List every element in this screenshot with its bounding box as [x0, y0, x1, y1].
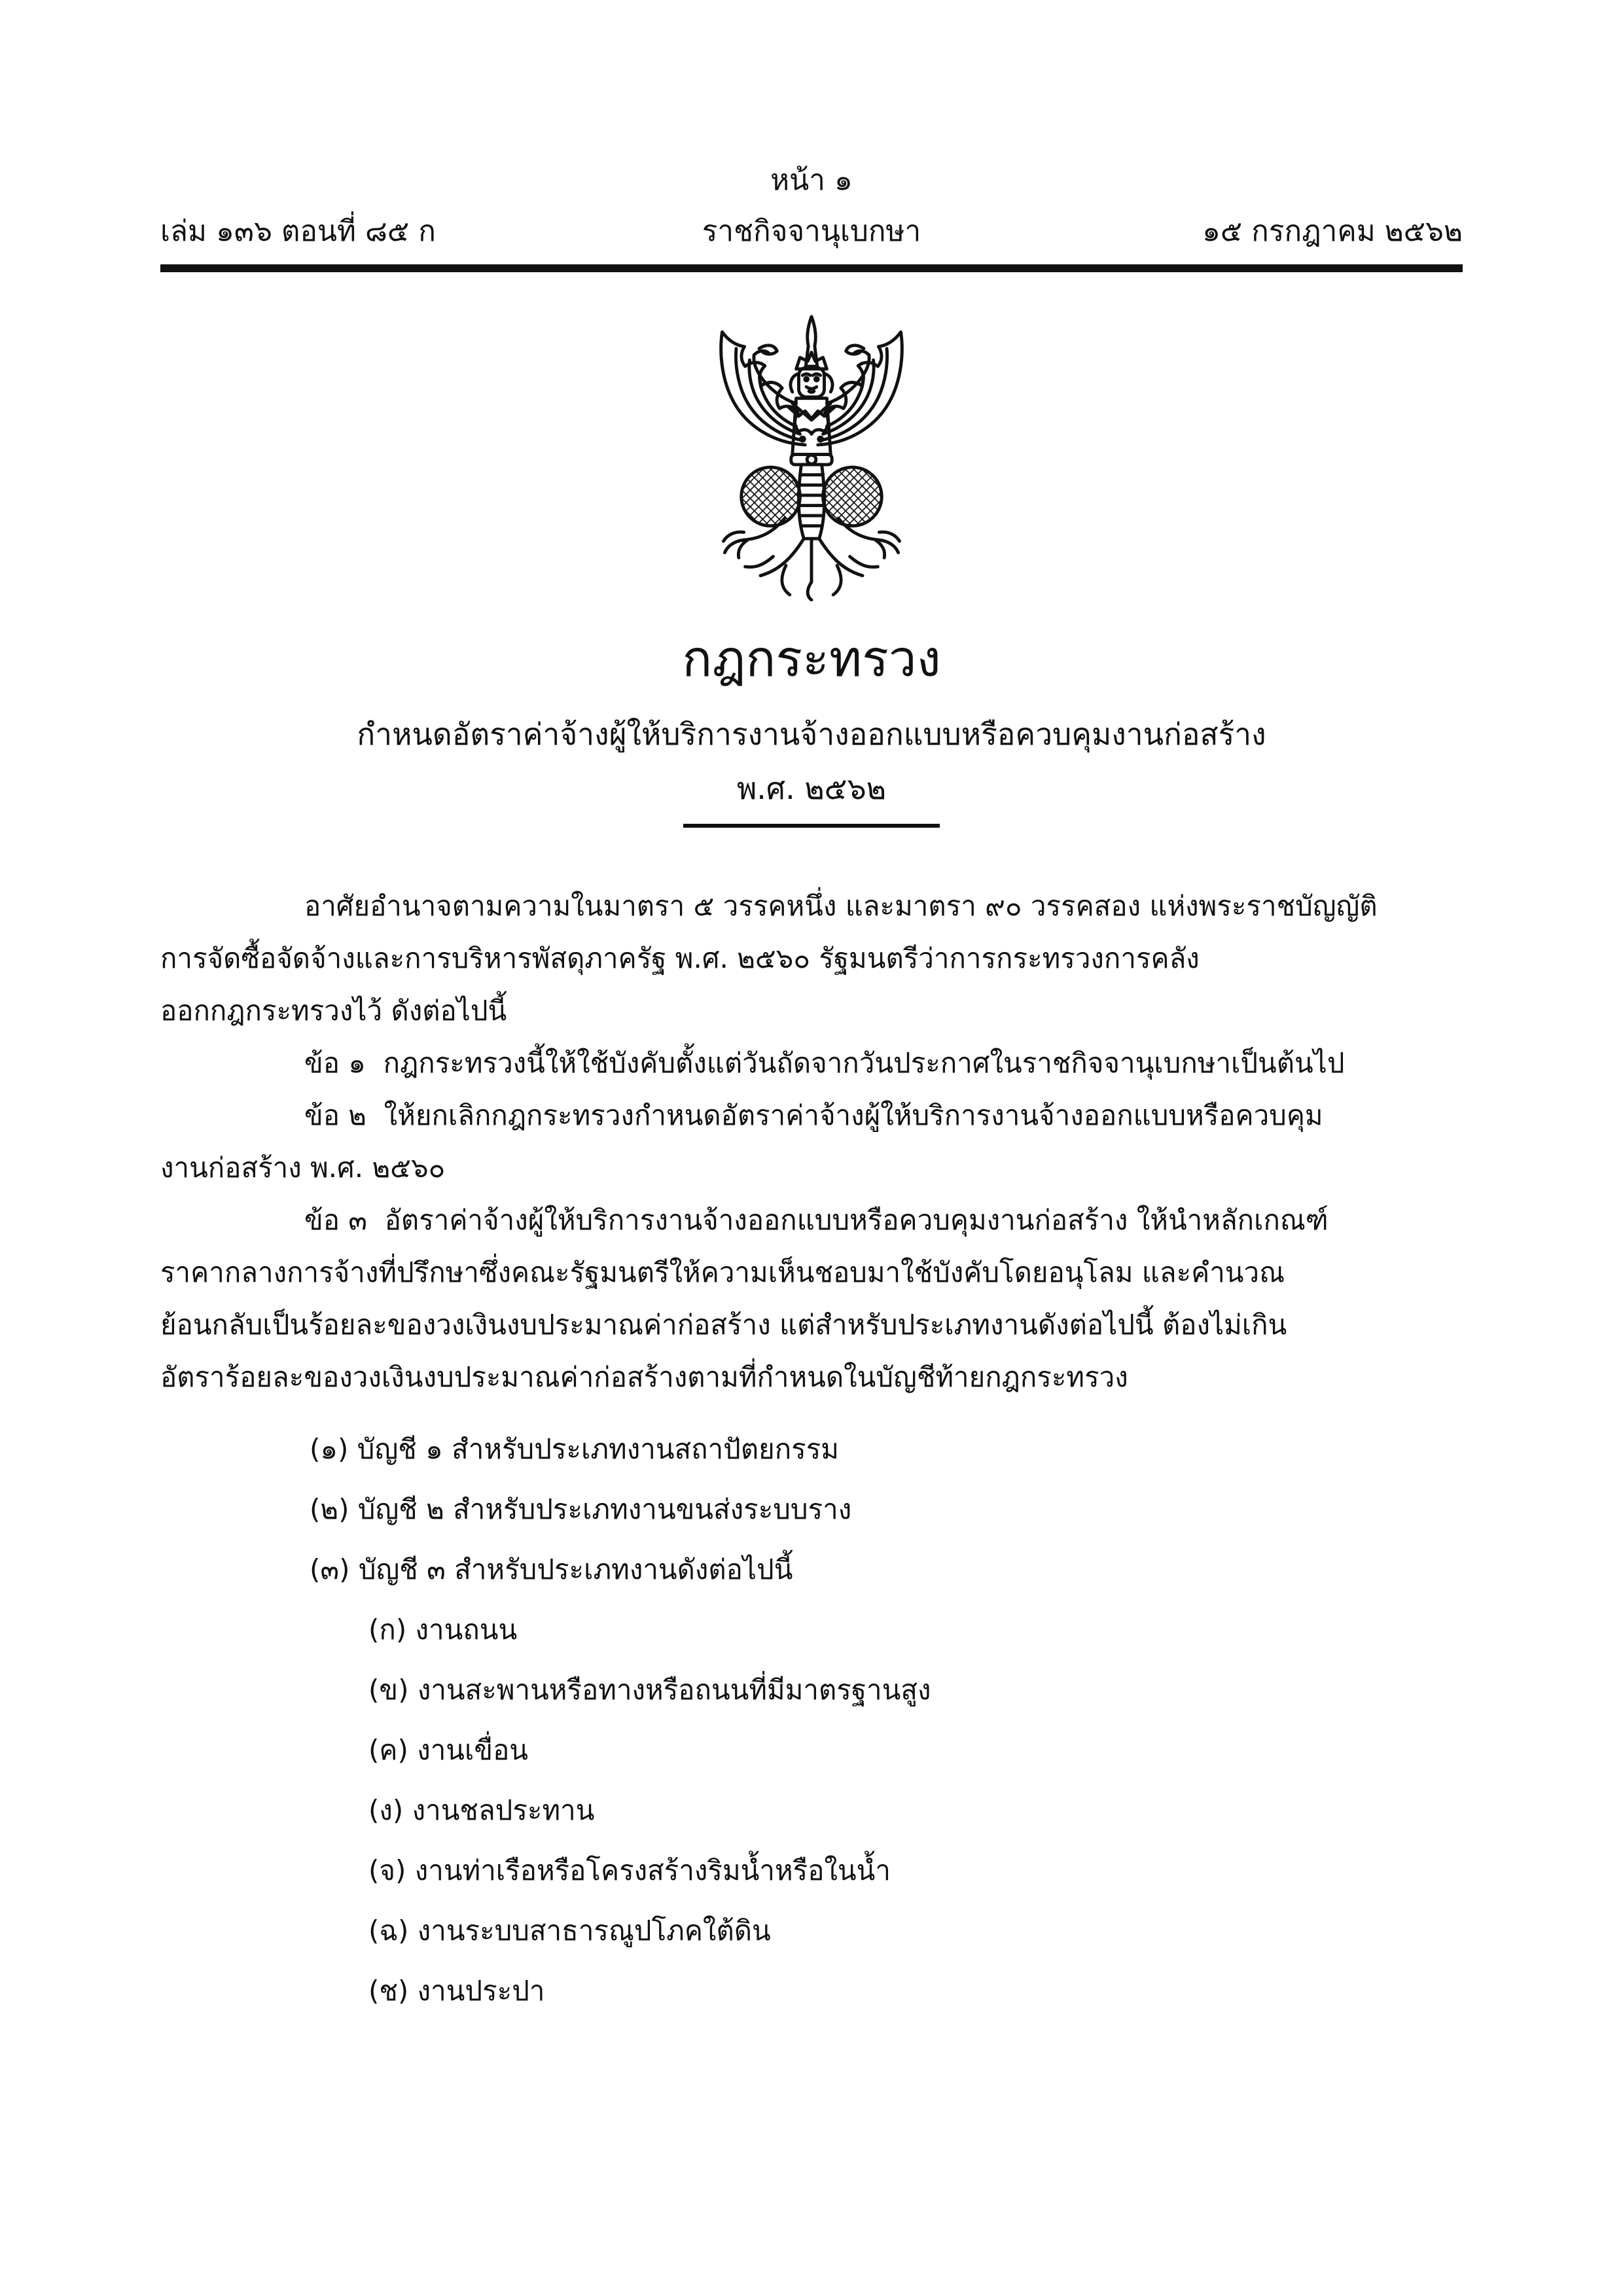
- header-rule: [160, 264, 1463, 272]
- list-item: (ช) งานประปา: [368, 1975, 545, 2007]
- body-line: การจัดซื้อจัดจ้างและการบริหารพัสดุภาครัฐ พ.ศ. ๒๕๖๐ รัฐมนตรีว่าการกระทรวงการคลัง: [160, 942, 1200, 974]
- body-line: อัตราร้อยละของวงเงินงบประมาณค่าก่อสร้างตามที่กำหนดในบัญชีท้ายกฎกระทรวง: [160, 1361, 1128, 1393]
- body-line: ข้อ ๒ ให้ยกเลิกกฎกระทรวงกำหนดอัตราค่าจ้างผู้ให้บริการงานจ้างออกแบบหรือควบคุม: [304, 1099, 1323, 1131]
- body-line: ย้อนกลับเป็นร้อยละของวงเงินงบประมาณค่าก่อสร้าง แต่สำหรับประเภทงานดังต่อไปนี้ ต้องไม่เกิน: [160, 1309, 1287, 1341]
- title-divider: [683, 824, 940, 828]
- list-item: (๓) บัญชี ๓ สำหรับประเภทงานดังต่อไปนี้: [310, 1553, 793, 1585]
- list-item: (ก) งานถนน: [368, 1614, 518, 1646]
- body-line: ราคากลางการจ้างที่ปรึกษาซึ่งคณะรัฐมนตรีให้ความเห็นชอบมาใช้บังคับโดยอนุโลม และคำนวณ: [160, 1256, 1285, 1288]
- list-item: (ค) งานเขื่อน: [368, 1734, 529, 1766]
- garuda-emblem: [684, 308, 939, 601]
- list-item: (๑) บัญชี ๑ สำหรับประเภทงานสถาปัตยกรรม: [310, 1433, 839, 1465]
- body-line: ข้อ ๓ อัตราค่าจ้างผู้ให้บริการงานจ้างออกแบบหรือควบคุมงานก่อสร้าง ให้นำหลักเกณฑ์: [304, 1204, 1329, 1236]
- body-line: ข้อ ๑ กฎกระทรวงนี้ให้ใช้บังคับตั้งแต่วันถัดจากวันประกาศในราชกิจจานุเบกษาเป็นต้นไป: [304, 1047, 1345, 1079]
- regulation-title: กฎกระทรวง: [682, 629, 941, 688]
- list-item: (ข) งานสะพานหรือทางหรือถนนที่มีมาตรฐานสูง: [368, 1674, 931, 1706]
- page-header: [160, 215, 1463, 249]
- issue-date: ๑๕ กรกฎาคม ๒๕๖๒: [1202, 215, 1463, 248]
- document-body: [160, 880, 1463, 2017]
- emblem-area: [160, 308, 1463, 604]
- list-item: (๒) บัญชี ๒ สำหรับประเภทงานขนส่งระบบราง: [310, 1493, 852, 1525]
- gazette-title: ราชกิจจานุเบกษา: [702, 215, 921, 248]
- body-line: อาศัยอำนาจตามความในมาตรา ๕ วรรคหนึ่ง และมาตรา ๙๐ วรรคสอง แห่งพระราชบัญญัติ: [304, 890, 1378, 922]
- body-line: งานก่อสร้าง พ.ศ. ๒๕๖๐: [160, 1152, 446, 1184]
- regulation-year: พ.ศ. ๒๕๖๒: [736, 771, 887, 806]
- regulation-subtitle: กำหนดอัตราค่าจ้างผู้ให้บริการงานจ้างออกแบบหรือควบคุมงานก่อสร้าง: [357, 716, 1266, 752]
- body-line: ออกกฎกระทรวงไว้ ดังต่อไปนี้: [160, 995, 507, 1027]
- page-number: หน้า ๑: [770, 164, 853, 197]
- list-item: (ฉ) งานระบบสาธารณูปโภคใต้ดิน: [368, 1915, 771, 1947]
- list-item: (จ) งานท่าเรือหรือโครงสร้างริมน้ำหรือในน้ำ: [368, 1854, 891, 1886]
- volume-part: เล่ม ๑๓๖ ตอนที่ ๘๕ ก: [160, 215, 436, 248]
- list-item: (ง) งานชลประทาน: [368, 1794, 595, 1826]
